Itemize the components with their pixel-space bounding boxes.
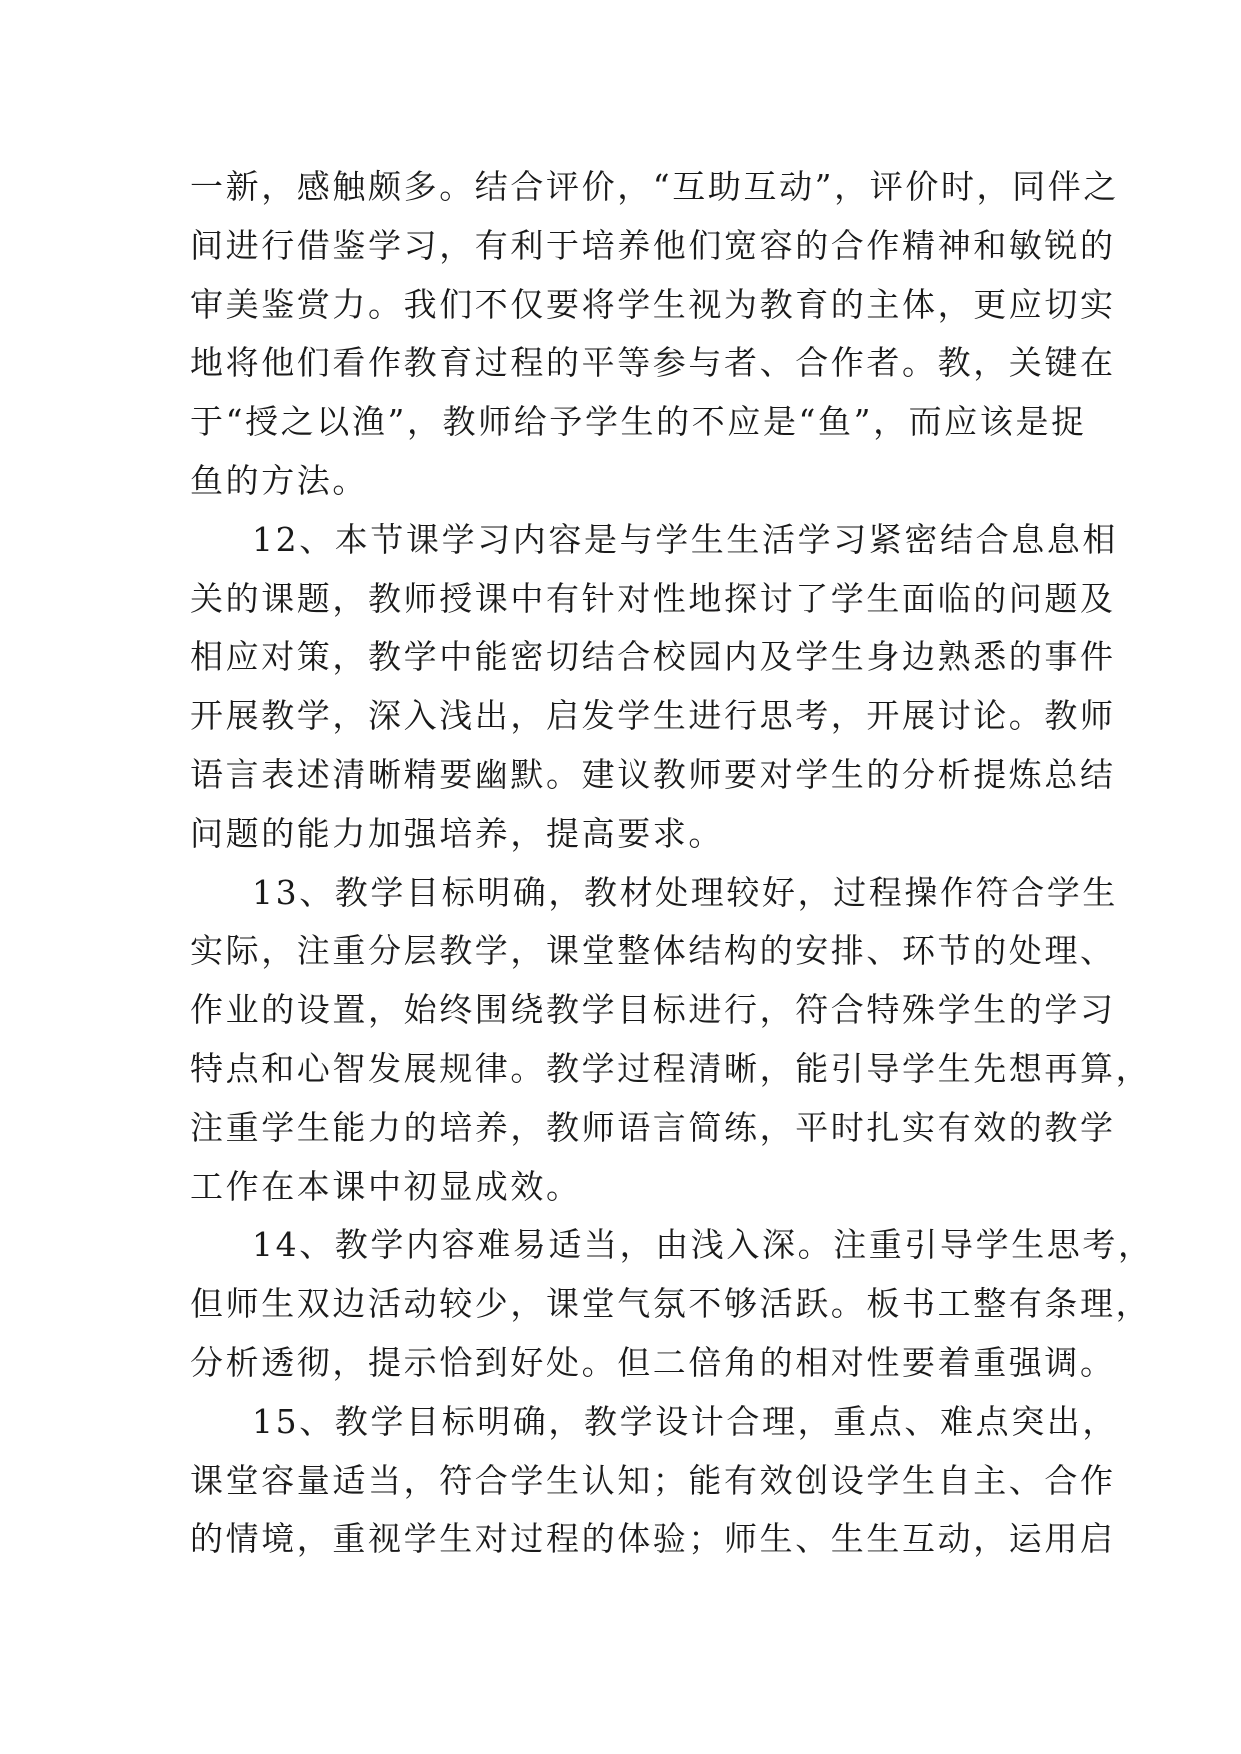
text-line: 问题的能力加强培养，提高要求。 xyxy=(190,813,724,853)
text-line: 实际，注重分层教学，课堂整体结构的安排、环节的处理、 xyxy=(190,931,1116,971)
text-line: 工作在本课中初显成效。 xyxy=(190,1166,582,1206)
text-line: 开展教学，深入浅出，启发学生进行思考，开展讨论。教师 xyxy=(190,696,1116,736)
text-line: 关的课题，教师授课中有针对性地探讨了学生面临的问题及 xyxy=(190,578,1116,618)
document-body xyxy=(190,158,1154,1569)
paragraph-start-line: 13、教学目标明确，教材处理较好，过程操作符合学生 xyxy=(252,872,1118,912)
paragraph-start-line: 12、本节课学习内容是与学生生活学习紧密结合息息相 xyxy=(252,519,1118,559)
text-line: 课堂容量适当，符合学生认知；能有效创设学生自主、合作 xyxy=(190,1460,1116,1500)
text-line: 于“授之以渔”，教师给予学生的不应是“鱼”，而应该是捉 xyxy=(190,402,1087,442)
text-line: 审美鉴赏力。我们不仅要将学生视为教育的主体，更应切实 xyxy=(190,284,1116,324)
paragraph-start-line: 14、教学内容难易适当，由浅入深。注重引导学生思考， xyxy=(252,1225,1154,1265)
paragraph-start-line: 15、教学目标明确，教学设计合理，重点、难点突出， xyxy=(252,1401,1118,1441)
text-line: 鱼的方法。 xyxy=(190,460,368,500)
text-line: 地将他们看作教育过程的平等参与者、合作者。教，关键在 xyxy=(190,343,1116,383)
text-line: 一新，感触颇多。结合评价，“互助互动”，评价时，同伴之 xyxy=(190,167,1119,206)
text-line: 间进行借鉴学习，有利于培养他们宽容的合作精神和敏锐的 xyxy=(190,225,1116,265)
text-line: 分析透彻，提示恰到好处。但二倍角的相对性要着重强调。 xyxy=(190,1342,1116,1382)
text-line: 作业的设置，始终围绕教学目标进行，符合特殊学生的学习 xyxy=(190,990,1116,1030)
text-line: 注重学生能力的培养，教师语言简练，平时扎实有效的教学 xyxy=(190,1107,1116,1147)
text-line: 但师生双边活动较少，课堂气氛不够活跃。板书工整有条理， xyxy=(190,1284,1152,1324)
text-line: 的情境，重视学生对过程的体验；师生、生生互动，运用启 xyxy=(190,1519,1116,1559)
text-line: 特点和心智发展规律。教学过程清晰，能引导学生先想再算， xyxy=(190,1048,1152,1088)
text-line: 相应对策，教学中能密切结合校园内及学生身边熟悉的事件 xyxy=(190,637,1116,677)
text-line: 语言表述清晰精要幽默。建议教师要对学生的分析提炼总结 xyxy=(190,754,1116,794)
